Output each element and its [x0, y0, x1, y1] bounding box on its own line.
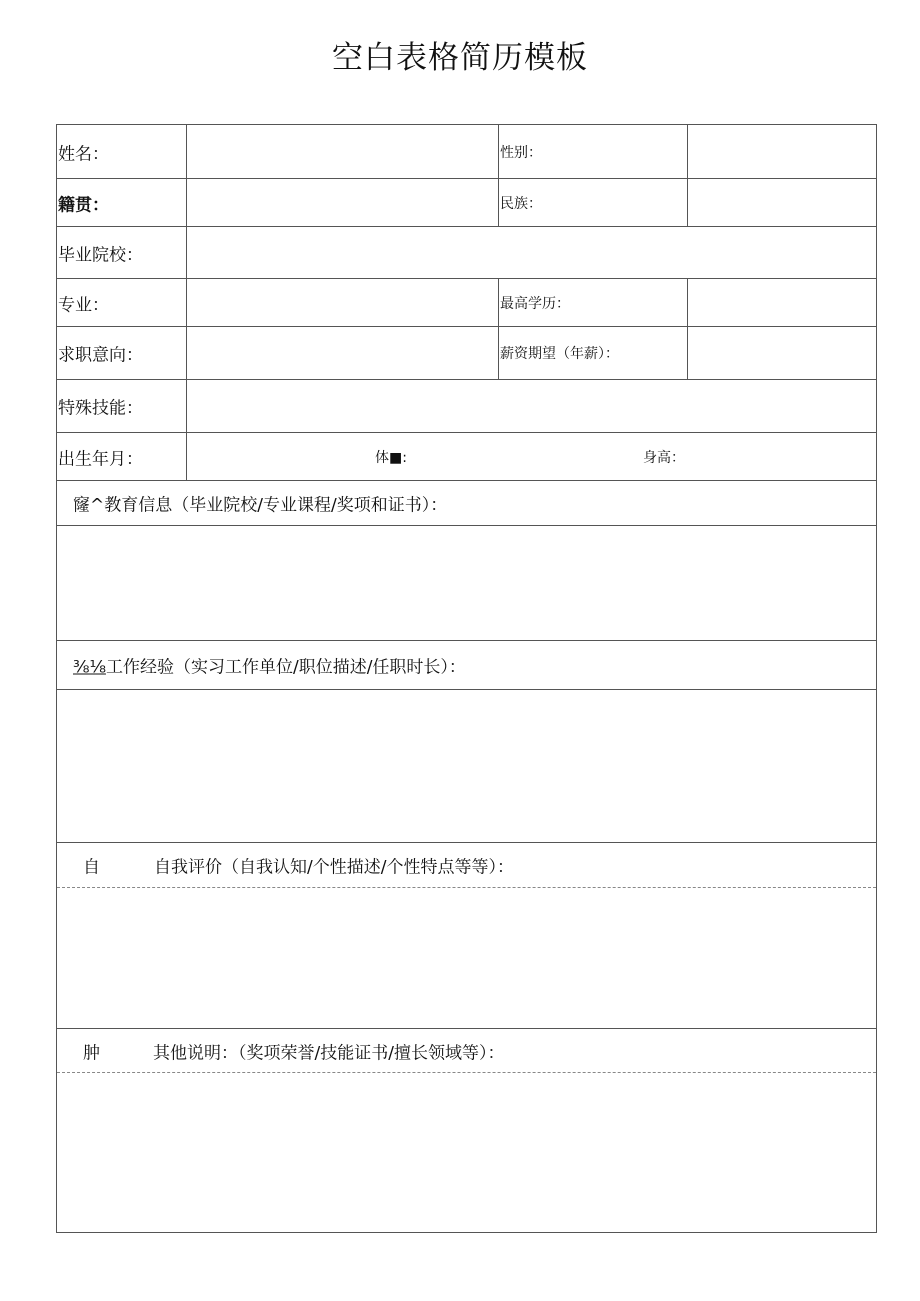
skills-label-cell: [57, 380, 186, 432]
gender-label-cell: [498, 125, 687, 178]
self-label: 自我评价（自我认知/个性描述/个性特点等等）：: [154, 857, 514, 878]
ethnicity-field[interactable]: [687, 179, 876, 226]
ethnicity-label: 民族：: [500, 195, 542, 212]
skills-label: 特殊技能：: [58, 398, 143, 419]
native-place-field[interactable]: [186, 179, 498, 226]
row-birth: [57, 433, 876, 481]
school-label: 毕业院校：: [58, 245, 143, 265]
school-label-cell: [57, 227, 186, 278]
job-intent-field[interactable]: [186, 327, 498, 379]
salary-label-cell: [498, 327, 687, 379]
work-section-title: [73, 653, 466, 678]
education-prefix: 窿^: [73, 495, 105, 516]
page-title: 空白表格简历模板: [332, 40, 588, 76]
skills-field[interactable]: [186, 380, 876, 432]
job-intent-label-cell: [57, 327, 186, 379]
other-prefix: 肿: [83, 1043, 100, 1063]
other-section-header: [57, 1029, 876, 1073]
row-school: [57, 227, 876, 279]
height-label: 身高：: [643, 449, 685, 466]
major-label-cell: [57, 279, 186, 326]
education-content[interactable]: [57, 526, 876, 641]
education-label: 教育信息（毕业院校/专业课程/奖项和证书）：: [104, 495, 448, 516]
birth-label: 出生年月：: [58, 449, 143, 469]
degree-label-cell: [498, 279, 687, 326]
work-label: 工作经验（实习工作单位/职位描述/任职时长）：: [105, 657, 466, 678]
native-place-label-cell: [57, 179, 186, 226]
row-native-place: [57, 179, 876, 227]
work-prefix: ⅜⅛: [73, 657, 106, 678]
school-field[interactable]: [186, 227, 876, 278]
gender-field[interactable]: [687, 125, 876, 178]
ethnicity-label-cell: [498, 179, 687, 226]
other-content[interactable]: [57, 1073, 876, 1232]
gender-label: 性别：: [500, 144, 542, 161]
education-section-header: [57, 481, 876, 526]
self-content[interactable]: [57, 888, 876, 1029]
weight-label: 体■:: [375, 449, 407, 466]
row-skills: [57, 380, 876, 433]
self-prefix: 自: [83, 857, 100, 878]
major-field[interactable]: [186, 279, 498, 326]
self-section-header: [57, 843, 876, 888]
birth-field[interactable]: [186, 433, 876, 480]
row-major: [57, 279, 876, 327]
name-label-cell: [57, 125, 186, 178]
birth-label-cell: [57, 433, 186, 480]
major-label: 专业：: [58, 295, 109, 315]
resume-form: [56, 124, 877, 1233]
native-place-label: 籍贯：: [58, 195, 109, 215]
name-field[interactable]: [186, 125, 498, 178]
work-content[interactable]: [57, 690, 876, 843]
job-intent-label: 求职意向：: [58, 345, 143, 366]
row-name: [57, 125, 876, 179]
other-label: 其他说明：（奖项荣誉/技能证书/擅长领域等）：: [153, 1043, 505, 1063]
degree-field[interactable]: [687, 279, 876, 326]
work-section-header: [57, 641, 876, 690]
salary-label: 薪资期望（年薪）：: [500, 346, 619, 362]
education-section-title: [73, 491, 447, 516]
row-job-intent: [57, 327, 876, 380]
degree-label: 最高学历：: [500, 295, 570, 312]
salary-field[interactable]: [687, 327, 876, 379]
name-label: 姓名：: [58, 144, 109, 164]
